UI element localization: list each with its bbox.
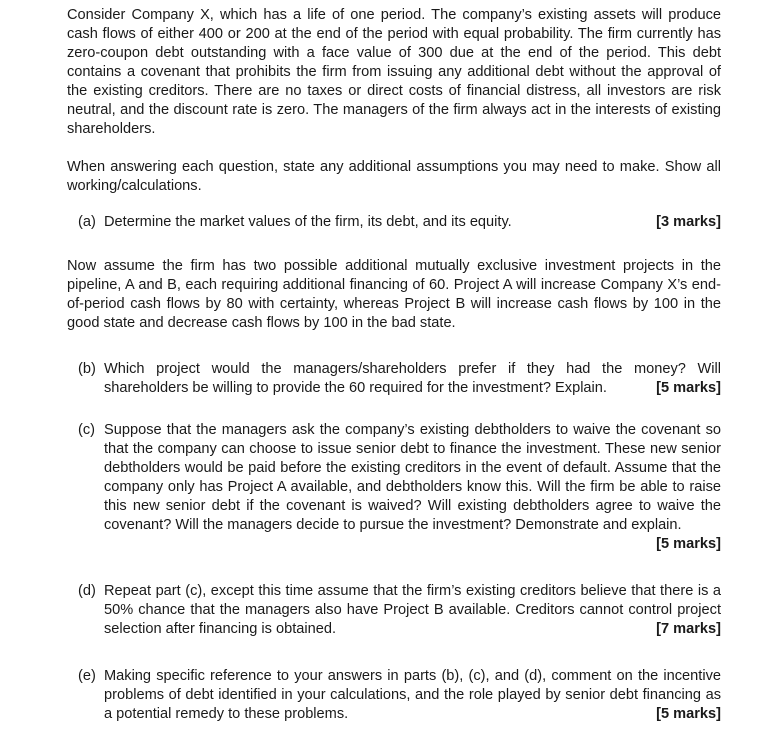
question-b-text: Which project would the managers/shareholders prefer if they had the money? Will shareholders be willing to provide the 60 required for the investment? Explain. xyxy=(104,361,721,396)
instructions-paragraph: When answering each question, state any additional assumptions you may need to make. Show all working/calculations. xyxy=(67,159,721,194)
question-c-label: (c) xyxy=(78,422,96,438)
question-d-label: (d) xyxy=(78,583,96,599)
question-c-marks: [5 marks] xyxy=(656,536,721,552)
question-e-marks: [5 marks] xyxy=(656,706,721,722)
question-b-marks: [5 marks] xyxy=(656,380,721,396)
question-e xyxy=(67,667,721,724)
question-e-label: (e) xyxy=(78,668,96,684)
question-e-text: Making specific reference to your answers in parts (b), (c), and (d), comment on the incentive problems of debt identified in your calculations, and the role played by senior debt financing as a potential remedy to these problems. xyxy=(104,668,721,722)
exam-page xyxy=(67,6,721,724)
question-a-text: Determine the market values of the firm, its debt, and its equity. xyxy=(104,214,512,230)
question-d-text: Repeat part (c), except this time assume that the firm’s existing creditors believe that there is a 50% chance that the managers also have Project B available. Creditors cannot control project selection after financing is obtained. xyxy=(104,583,721,637)
question-a-marks: [3 marks] xyxy=(656,214,721,230)
question-c xyxy=(67,421,721,554)
question-d-marks: [7 marks] xyxy=(656,621,721,637)
projects-paragraph: Now assume the firm has two possible additional mutually exclusive investment projects in the pipeline, A and B, each requiring additional financing of 60. Project A will increase Company X’s end-of-period cash flows by 80 with certainty, whereas Project B will increase cash flows by 100 in the good state and decrease cash flows by 100 in the bad state. xyxy=(67,258,721,331)
question-b-label: (b) xyxy=(78,361,96,377)
question-d xyxy=(67,582,721,639)
question-a-label: (a) xyxy=(78,214,96,230)
question-c-text: Suppose that the managers ask the company’s existing debtholders to waive the covenant so that the company can choose to issue senior debt to finance the investment. These new senior debtholders would be paid before the existing creditors in the event of default. Assume that the company only has Project A available, and debtholders know this. Will the firm be able to raise this new senior debt if the covenant is waived? Will existing debtholders agree to waive the covenant? Will the managers decide to pursue the investment? Demonstrate and explain. xyxy=(104,422,721,533)
question-a xyxy=(67,213,721,232)
intro-paragraph: Consider Company X, which has a life of one period. The company’s existing assets will produce cash flows of either 400 or 200 at the end of the period with equal probability. The firm currently has zero-coupon debt outstanding with a face value of 300 due at the end of the period. This debt contains a covenant that prohibits the firm from issuing any additional debt without the approval of the existing creditors. There are no taxes or direct costs of financial distress, all investors are risk neutral, and the discount rate is zero. The managers of the firm always act in the interests of existing shareholders. xyxy=(67,7,721,137)
question-b xyxy=(67,360,721,398)
